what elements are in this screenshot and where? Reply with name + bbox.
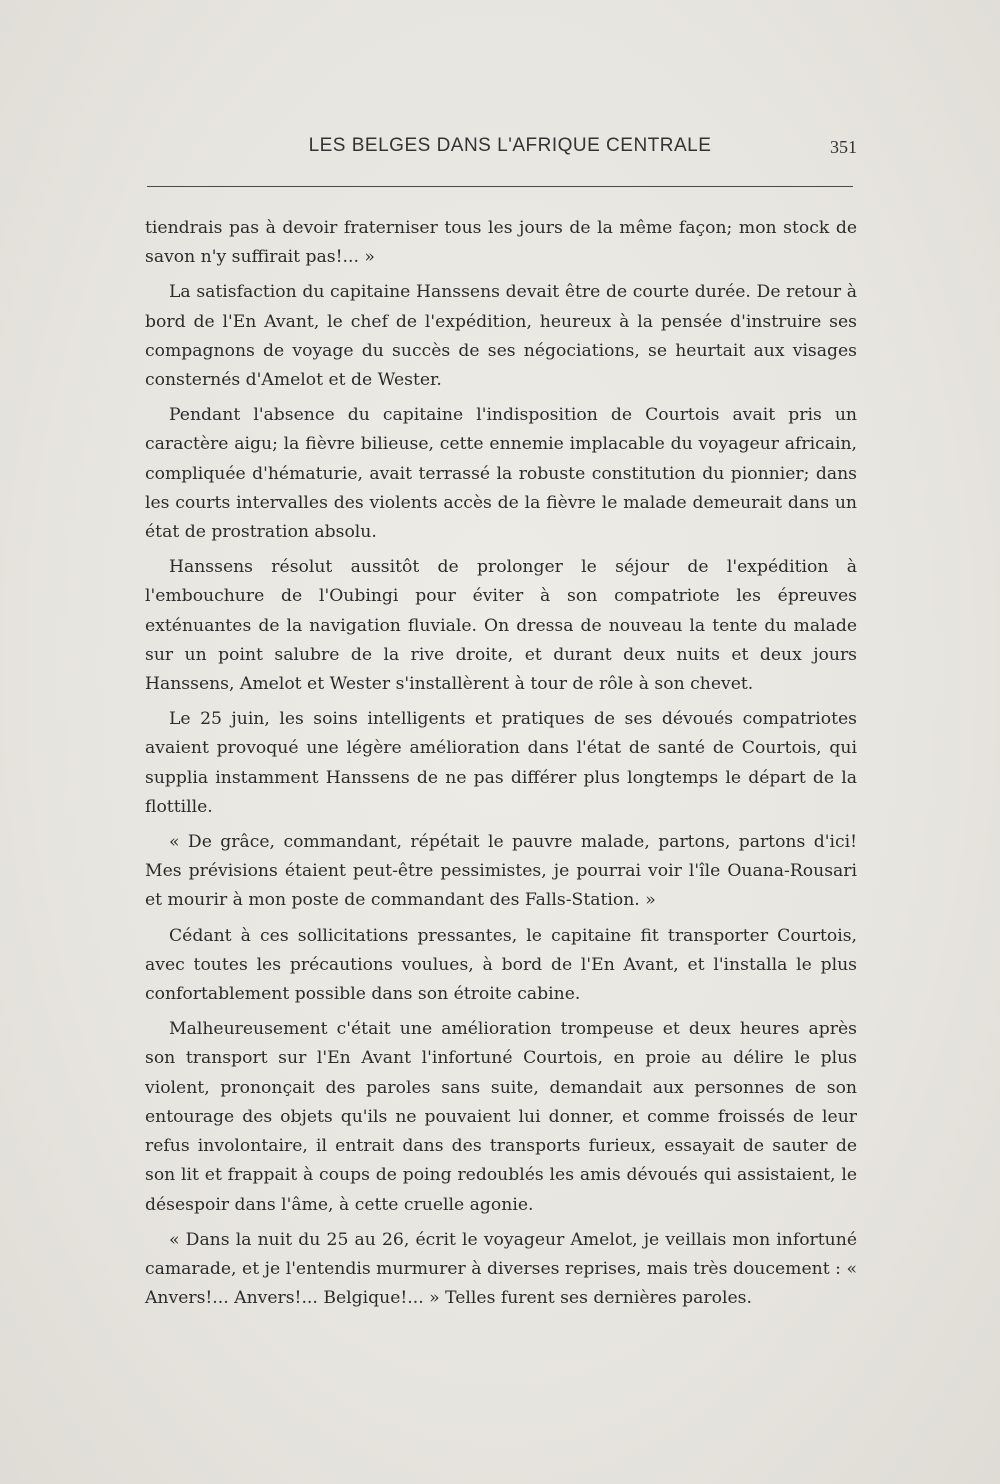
body-text <box>145 214 857 1319</box>
paragraph: Hanssens résolut aussitôt de prolonger le séjour de l'expédition à l'embouchure de l'Oubingi pour éviter à son compatriote les épreuves exténuantes de la navigation fluviale. On dressa de nouveau la tente du malade sur un point salubre de la rive droite, et durant deux nuits et deux jours Hanssens, Amelot et Wester s'installèrent à tour de rôle à son chevet. <box>145 557 857 695</box>
page-number: 351 <box>830 137 857 157</box>
running-title: LES BELGES DANS L'AFRIQUE CENTRALE <box>308 135 712 156</box>
running-head <box>145 135 855 165</box>
paragraph-quote: « Dans la nuit du 25 au 26, écrit le voyageur Amelot, je veillais mon infortuné camarade, et je l'entendis murmurer à diverses reprises, mais très doucement : « Anvers!... Anvers!... Belgique!... » Telles furent ses dernières paroles. <box>145 1229 857 1309</box>
paragraph-quote: « De grâce, commandant, répétait le pauvre malade, partons, partons d'ici! Mes prévisions étaient peut-être pessimistes, je pourrai voir l'île Ouana-Rousari et mourir à mon poste de commandant des Falls-Station. » <box>145 832 857 911</box>
paragraph: Cédant à ces sollicitations pressantes, le capitaine fit transporter Courtois, avec toutes les précautions voulues, à bord de l'En Avant, et l'installa le plus confortablement possible dans son étroite cabine. <box>145 925 857 1005</box>
paragraph: La satisfaction du capitaine Hanssens devait être de courte durée. De retour à bord de l'En Avant, le chef de l'expédition, heureux à la pensée d'instruire ses compagnons de voyage du succès de ses négociations, se heurtait aux visages consternés d'Amelot et de Wester. <box>145 282 857 391</box>
paragraph-continuation: tiendrais pas à devoir fraterniser tous les jours de la même façon; mon stock de savon n'y suffirait pas!... » <box>145 218 857 268</box>
paragraph: Le 25 juin, les soins intelligents et pratiques de ses dévoués compatriotes avaient provoqué une légère amélioration dans l'état de santé de Courtois, qui supplia instamment Hanssens de ne pas différer plus longtemps le départ de la flottille. <box>145 709 857 817</box>
header-rule <box>147 186 853 187</box>
paragraph: Malheureusement c'était une amélioration trompeuse et deux heures après son transport sur l'En Avant l'infortuné Courtois, en proie au délire le plus violent, prononçait des paroles sans suite, demandait aux personnes de son entourage des objets qu'ils ne pouvaient lui donner, et comme froissés de leur refus involontaire, il entrait dans des transports furieux, essayait de sauter de son lit et frappait à coups de poing redoublés les amis dévoués qui assistaient, le désespoir dans l'âme, à cette cruelle agonie. <box>145 1019 857 1215</box>
paragraph: Pendant l'absence du capitaine l'indisposition de Courtois avait pris un caractère aigu; la fièvre bilieuse, cette ennemie implacable du voyageur africain, compliquée d'hématurie, avait terrassé la robuste constitution du pionnier; dans les courts intervalles des violents accès de la fièvre le malade demeurait dans un état de prostration absolu. <box>145 405 857 543</box>
